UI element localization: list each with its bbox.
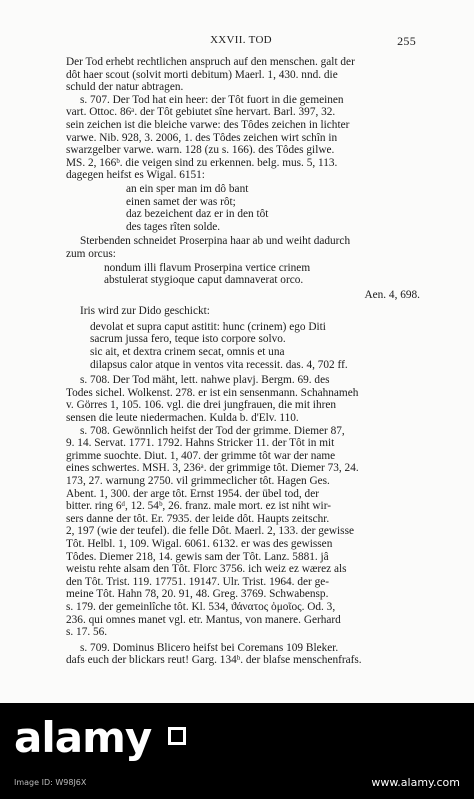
page-body <box>66 56 420 667</box>
text-line: grimme suochte. Diut. 1, 407. der grimme tôt war der name <box>66 449 336 462</box>
latin-quote-iris <box>90 321 420 371</box>
text-line: 9. 14. Servat. 1771. 1792. Hahns Stricker 11. der Tôt in mit <box>66 437 335 450</box>
text-line: bitter. ring 6ᵈ, 12. 54ᵇ, 26. franz. male mort. ez ist niht wir- <box>66 500 331 513</box>
text-line: 236. qui omnes manet vgl. etr. Mantus, von manere. Gerhard <box>66 613 341 626</box>
text-line: den Tôt. Trist. 119. 17751. 19147. Ulr. Trist. 1964. der ge- <box>66 575 329 588</box>
paragraph-s707 <box>66 94 420 182</box>
text-line: meine Tôt. Hahn 78, 20. 91, 48. Greg. 3769. Schwabensp. <box>66 588 329 601</box>
text-line: Sterbenden schneidet Proserpina haar ab und weiht dadurch <box>80 235 351 248</box>
text-line: dafs euch der blickars reut! Garg. 134ᵇ. der blafse menschenfrafs. <box>66 654 362 667</box>
text-line: s. 17. 56. <box>66 626 108 639</box>
verse-line: einen samet der was rôt; <box>126 195 236 208</box>
verse-line: daz bezeichent daz er in den tôt <box>126 208 269 221</box>
text-line: eines schwertes. MSH. 3, 236ᵃ. der grimmige tôt. Diemer 73, 24. <box>66 462 359 475</box>
text-line: s. 708. Der Tod mäht, lett. nahwe plavj. Bergm. 69. des <box>80 374 330 387</box>
text-line: zum orcus: <box>66 247 116 260</box>
image-id: Image ID: W98J6X <box>14 778 87 787</box>
text-line: s. 709. Dominus Blicero heifst bei Coremans 109 Bleker. <box>80 641 339 654</box>
paragraph-s708-a <box>66 374 420 424</box>
text-line: dôt haer scout (solvit morti debitum) Maerl. 1, 430. nnd. die <box>66 68 338 81</box>
verse-quote <box>126 183 420 233</box>
citation: Aen. 4, 698. <box>364 288 420 301</box>
text-line: MS. 2, 166ᵇ. die veigen sind zu erkennen. belg. mus. 5, 113. <box>66 156 338 169</box>
verse-line: sic ait, et dextra crinem secat, omnis et una <box>90 346 285 359</box>
text-line: 173, 27. warnung 2750. vil grimmeclicher tôt. Hagen Ges. <box>66 475 330 487</box>
text-line: vart. Ottoc. 86ᵃ. der Tôt gebiutet sîne hervart. Barl. 397, 32. <box>66 106 336 119</box>
text-line: weistu rehte alsam den Tôt. Florc 3756. ich weiz ez wærez als <box>66 563 347 576</box>
text-line: varwe. Nib. 928, 3. 2006, 1. des Tôdes zeichen wirt schîn in <box>66 131 338 144</box>
text-line: Todes sichel. Wolkenst. 278. er ist ein sensenmann. Schahnameh <box>66 386 359 399</box>
text-line: Abent. 1, 300. der arge tôt. Ernst 1954. der übel tod, der <box>66 487 319 500</box>
paragraph-intro <box>66 56 420 94</box>
paragraph-iris <box>66 305 420 318</box>
page-number: 255 <box>397 34 416 48</box>
text-line: s. 707. Der Tod hat ein heer: der Tôt fuort in die gemeinen <box>80 93 344 106</box>
verse-line: dilapsus calor atque in ventos vita recessit. das. 4, 702 ff. <box>90 358 348 371</box>
page-header <box>66 34 416 48</box>
text-line: s. 179. der gemeinlîche tôt. Kl. 534, ϑάνατος ὁμοῖος. Od. 3, <box>66 600 336 613</box>
verse-line: des tages rîten solde. <box>126 220 221 233</box>
text-line: sensen die leute niedermachen. Kulda b. d'Elv. 110. <box>66 412 299 425</box>
text-line: v. Görres 1, 105. 106. vgl. die drei jungfrauen, die mit ihren <box>66 399 337 412</box>
site-url: www.alamy.com <box>371 776 460 789</box>
text-line: 2, 197 (wie der teufel). die felle Dôt. Maerl. 2, 133. der gewisse <box>66 525 354 538</box>
logo-square-icon <box>168 727 186 745</box>
text-line: dagegen heifst es Wigal. 6151: <box>66 169 205 182</box>
text-line: Der Tod erhebt rechtlichen anspruch auf den menschen. galt der <box>66 56 355 68</box>
text-line: Tôdes. Diemer 218, 14. gewis sam der Tôt. Lanz. 5881. jâ <box>66 550 329 563</box>
verse-line: sacrum jussa fero, teque isto corpore solvo. <box>90 333 286 346</box>
alamy-logo: alamy <box>14 713 152 762</box>
paragraph-s708-b <box>66 425 420 639</box>
verse-line: abstulerat stygioque caput damnaverat orco. <box>104 274 304 287</box>
verse-line: devolat et supra caput astitit: hunc (crinem) ego Diti <box>90 320 326 333</box>
running-title: XXVII. TOD <box>210 34 272 46</box>
paragraph-proserpina <box>66 235 420 260</box>
verse-line: nondum illi flavum Proserpina vertice crinem <box>104 261 311 274</box>
text-line: sers danne der tôt. Er. 7935. der leide dôt. Haupts zeitschr. <box>66 512 330 525</box>
verse-line: an ein sper man im dô bant <box>126 182 249 195</box>
text-line: s. 708. Gewönnlich heifst der Tod der grimme. Diemer 87, <box>80 424 345 437</box>
text-line: schuld der natur abtragen. <box>66 81 184 94</box>
text-line: sein zeichen ist die bleiche varwe: des Tôdes zeichen in lichter <box>66 118 350 131</box>
watermark-footer <box>0 703 474 799</box>
text-line: swarzgelber varwe. warn. 128 (zu s. 166). des Tôdes gilwe. <box>66 144 335 157</box>
text-line: Iris wird zur Dido geschickt: <box>80 305 210 318</box>
latin-quote <box>104 262 420 287</box>
paragraph-s709 <box>66 642 420 667</box>
text-line: Tôt. Helbl. 1, 109. Wigal. 6061. 6132. er was des gewissen <box>66 537 333 550</box>
